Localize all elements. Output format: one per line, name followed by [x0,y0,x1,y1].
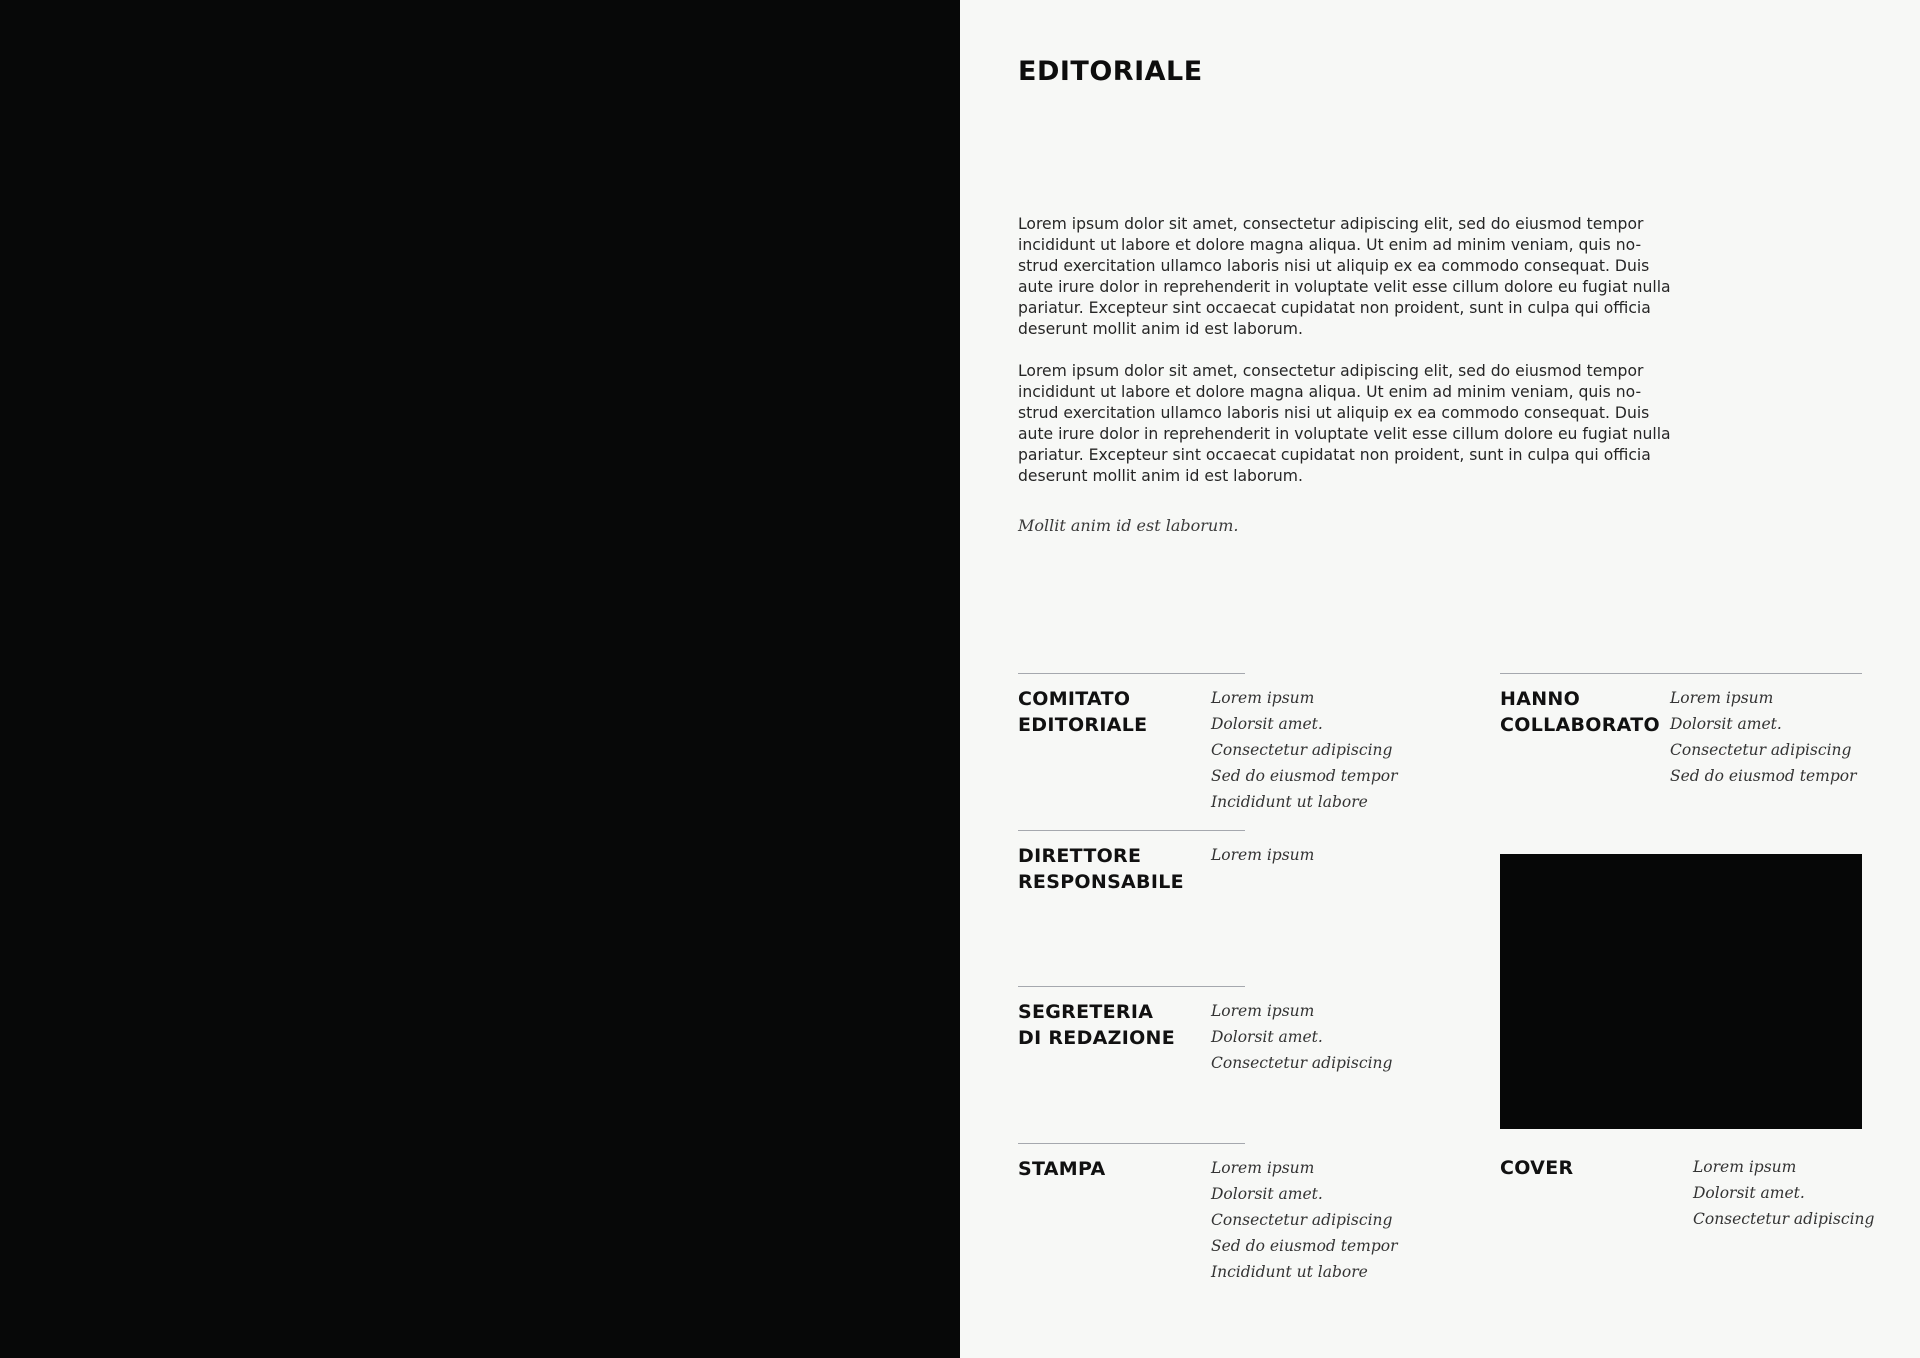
credit-names-list [1211,842,1314,868]
credit-label: HANNO COLLABORATO [1500,688,1660,736]
credit-label: COMITATO EDITORIALE [1018,688,1148,736]
credit-name: Sed do eiusmod tempor [1670,767,1857,785]
credit-names-list [1211,998,1392,1076]
editorial-paragraph-2: Lorem ipsum dolor sit amet, consectetur adipiscing elit, sed do eiusmod tempor incididunt ut labore et dolore magna aliqua. Ut enim ad minim veniam, quis no-strud exercitation ullamco laboris nisi ut aliquip ex ea commodo consequat. Duis aute irure dolor in reprehenderit in voluptate velit esse cillum dolore eu fugiat nulla pariatur. Excepteur sint occaecat cupidatat non proident, sunt in culpa qui officia deserunt mollit anim id est laborum. [1018,362,1671,485]
editorial-quote: Mollit anim id est laborum. [1018,516,1239,535]
credit-name: Dolorsit amet. [1211,1185,1323,1203]
credit-segreteria-di-redazione [1018,986,1393,1072]
credit-name: Dolorsit amet. [1670,715,1782,733]
credit-hanno-collaborato [1500,673,1862,785]
credit-name: Sed do eiusmod tempor [1211,767,1398,785]
credit-name: Lorem ipsum [1693,1158,1797,1176]
credit-name: Dolorsit amet. [1211,1028,1323,1046]
right-page [960,0,1920,1358]
credit-name: Consectetur adipiscing [1670,741,1852,759]
credit-stampa [1018,1143,1398,1281]
cover-image-placeholder [1500,854,1862,1129]
credit-name: Lorem ipsum [1670,689,1774,707]
credit-name: Incididunt ut labore [1211,1263,1368,1281]
credit-name: Lorem ipsum [1211,689,1315,707]
credit-name: Dolorsit amet. [1211,715,1323,733]
credit-label: COVER [1500,1157,1574,1179]
credit-name: Consectetur adipiscing [1211,1211,1393,1229]
page-title: EDITORIALE [1018,56,1203,87]
credit-direttore-responsabile [1018,830,1315,893]
credit-name: Lorem ipsum [1211,1159,1315,1177]
credit-cover [1500,1143,1875,1228]
editorial-paragraph-1: Lorem ipsum dolor sit amet, consectetur adipiscing elit, sed do eiusmod tempor incididunt ut labore et dolore magna aliqua. Ut enim ad minim veniam, quis no-strud exercitation ullamco laboris nisi ut aliquip ex ea commodo consequat. Duis aute irure dolor in reprehenderit in voluptate velit esse cillum dolore eu fugiat nulla pariatur. Excepteur sint occaecat cupidatat non proident, sunt in culpa qui officia deserunt mollit anim id est laborum. [1018,215,1671,338]
credit-name: Lorem ipsum [1211,1002,1315,1020]
credit-names-list [1211,685,1398,815]
credit-name: Dolorsit amet. [1693,1184,1805,1202]
credit-label: SEGRETERIA DI REDAZIONE [1018,1001,1176,1049]
credit-label: DIRETTORE RESPONSABILE [1018,845,1184,893]
credit-names-list [1211,1155,1398,1285]
credit-name: Sed do eiusmod tempor [1211,1237,1398,1255]
credit-name: Incididunt ut labore [1211,793,1368,811]
credit-name: Lorem ipsum [1211,846,1315,864]
credit-label: STAMPA [1018,1158,1106,1180]
credit-name: Consectetur adipiscing [1211,1054,1393,1072]
credit-comitato-editoriale [1018,673,1398,811]
credit-names-list [1670,685,1857,789]
credit-name: Consectetur adipiscing [1211,741,1393,759]
credit-names-list [1693,1154,1874,1232]
credit-name: Consectetur adipiscing [1693,1210,1875,1228]
